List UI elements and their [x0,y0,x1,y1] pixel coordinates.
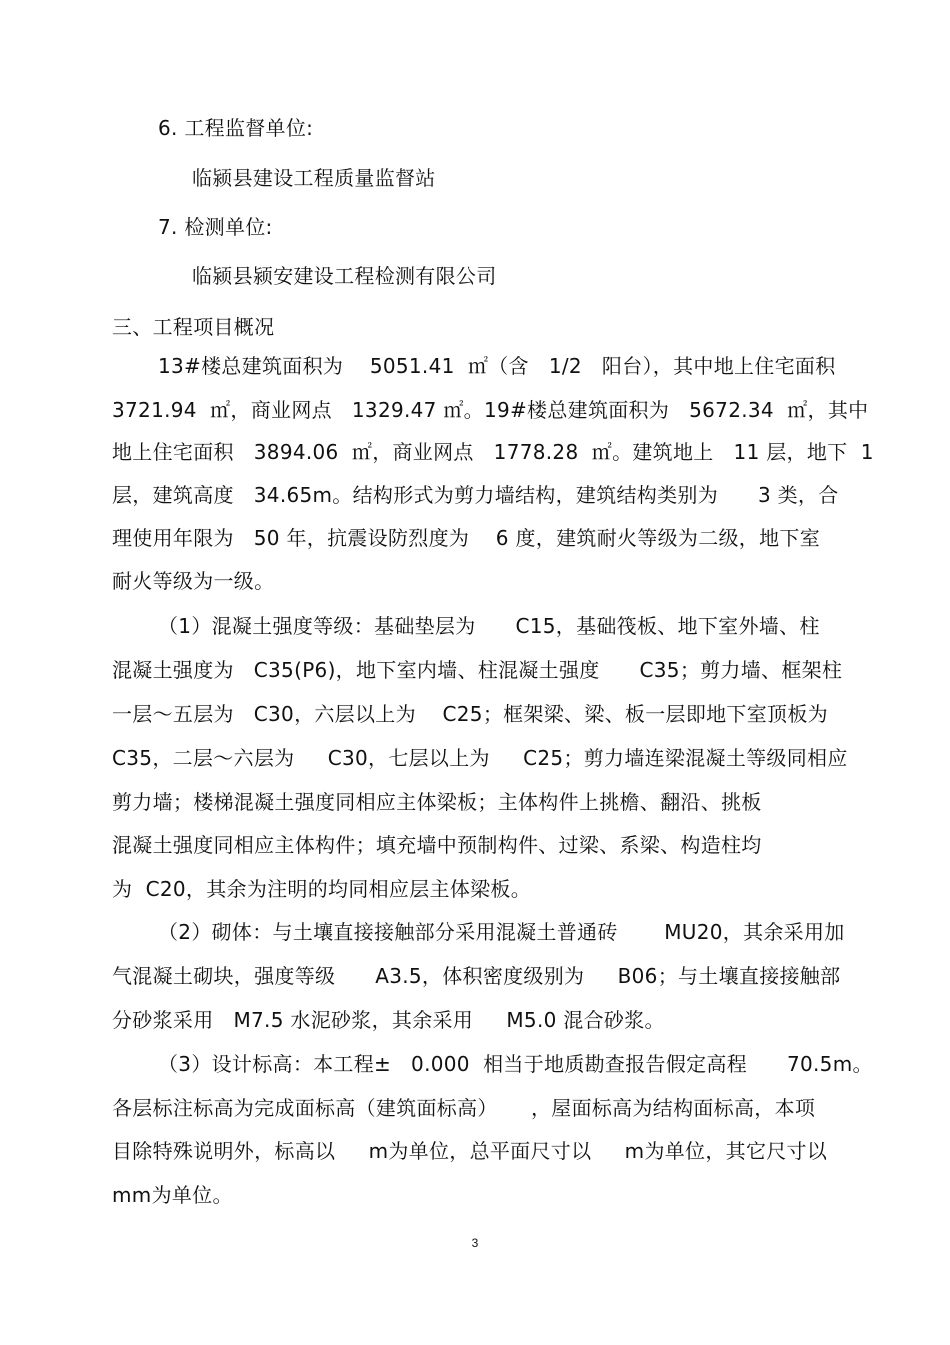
elevation-line: （3）设计标高：本工程± 0.000 相当于地质勘查报告假定高程 70.5m。 [158,1052,873,1076]
concrete-line: 一层～五层为 C30，六层以上为 C25；框架梁、梁、板一层即地下室顶板为 [112,702,828,726]
overview-line: 耐火等级为一级。 [112,569,275,593]
elevation-line: 目除特殊说明外，标高以 m为单位，总平面尺寸以 m为单位，其它尺寸以 [112,1139,828,1163]
concrete-line: （1）混凝土强度等级：基础垫层为 C15，基础筏板、地下室外墙、柱 [158,614,820,638]
masonry-line: 气混凝土砌块，强度等级 A3.5，体积密度级别为 B06；与土壤直接接触部 [112,964,841,988]
overview-line: 地上住宅面积 3894.06 ㎡，商业网点 1778.28 ㎡。建筑地上 11 层，地下 1 [112,440,874,464]
section-title: 三、工程项目概况 [112,315,275,339]
concrete-line: 为 C20，其余为注明的均同相应层主体梁板。 [112,877,532,901]
overview-line: 层，建筑高度 34.65m。结构形式为剪力墙结构，建筑结构类别为 3 类，合 [112,483,839,507]
page-number: 3 [471,1236,479,1250]
elevation-line: 各层标注标高为完成面标高（建筑面标高） ，屋面标高为结构面标高，本项 [112,1096,816,1120]
item-label-supervision: 6. 工程监督单位: [158,116,314,140]
item-value-supervision: 临颍县建设工程质量监督站 [192,166,436,190]
concrete-line: 混凝土强度同相应主体构件；填充墙中预制构件、过梁、系梁、构造柱均 [112,833,762,857]
concrete-line: 混凝土强度为 C35(P6)，地下室内墙、柱混凝土强度 C35；剪力墙、框架柱 [112,658,843,682]
overview-line: 理使用年限为 50 年，抗震设防烈度为 6 度，建筑耐火等级为二级，地下室 [112,526,820,550]
overview-line: 13#楼总建筑面积为 5051.41 ㎡（含 1/2 阳台），其中地上住宅面积 [158,354,836,378]
overview-line: 3721.94 ㎡，商业网点 1329.47 ㎡。19#楼总建筑面积为 5672.34 ㎡，其中 [112,398,869,422]
masonry-line: （2）砌体：与土壤直接接触部分采用混凝土普通砖 MU20，其余采用加 [158,920,845,944]
item-label-testing: 7. 检测单位: [158,215,273,239]
item-value-testing: 临颍县颍安建设工程检测有限公司 [192,264,497,288]
elevation-line: mm为单位。 [112,1183,233,1207]
masonry-line: 分砂浆采用 M7.5 水泥砂浆，其余采用 M5.0 混合砂浆。 [112,1008,665,1032]
concrete-line: 剪力墙；楼梯混凝土强度同相应主体梁板；主体构件上挑檐、翻沿、挑板 [112,790,762,814]
concrete-line: C35，二层～六层为 C30，七层以上为 C25；剪力墙连梁混凝土等级同相应 [112,746,848,770]
